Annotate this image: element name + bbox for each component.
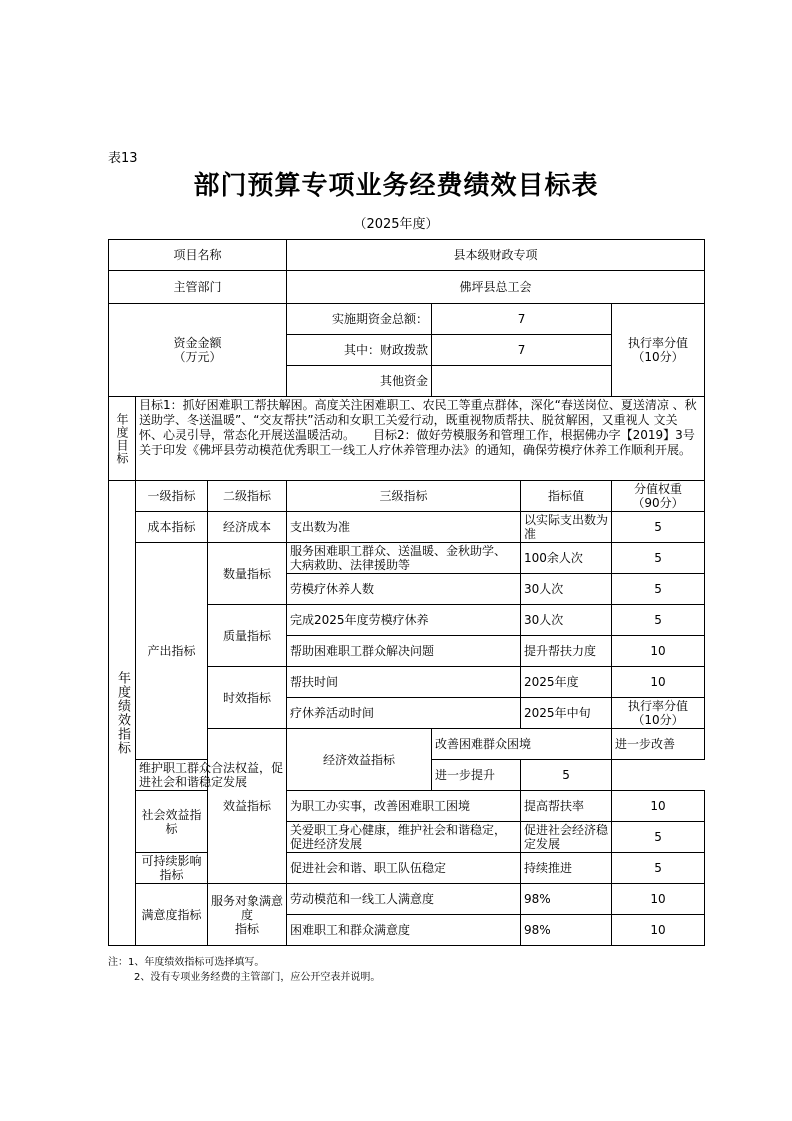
indicator-weight: 执行率分值 （10分） — [612, 698, 705, 729]
group-satisfaction: 满意度指标 — [136, 884, 208, 946]
indicator-weight: 5 — [521, 760, 612, 791]
subgroup-sustainable: 可持续影响指标 — [136, 853, 208, 884]
indicator-weight: 5 — [612, 822, 705, 853]
annual-goal-row — [109, 397, 705, 481]
subgroup-economic-benefit: 经济效益指标 — [287, 729, 432, 791]
indicator-name: 帮助困难职工群众解决问题 — [287, 636, 521, 667]
header-indicator-value: 指标值 — [521, 481, 612, 512]
fiscal-funds-value: 7 — [432, 335, 612, 366]
indicator-row — [109, 884, 705, 915]
total-funds-value: 7 — [432, 304, 612, 335]
project-name-value: 县本级财政专项 — [287, 240, 705, 271]
indicator-weight: 10 — [612, 791, 705, 822]
indicator-value: 促进社会经济稳定发展 — [521, 822, 612, 853]
department-value: 佛坪县总工会 — [287, 271, 705, 304]
annual-goal-label: 年度目标 — [109, 397, 136, 481]
annual-goal-text: 目标1：抓好困难职工帮扶解困。高度关注困难职工、农民工等重点群体，深化“春送岗位、夏送清凉 、秋送助学、冬送温暖”、“交友帮扶”活动和女职工关爱行动，既重视物质帮扶、脱贫解困，又重视人 文关怀、心灵引导，常态化开展送温暖活动。 目标2：做好劳模服务和管理工作，根据佛办字【2019】3号关于印发《佛坪县劳动模范优秀职工一线工人疗休养管理办法》的通知，确保劳模疗休养工作顺利开展。 — [136, 397, 705, 481]
indicator-name: 改善困难群众困境 — [432, 729, 612, 760]
indicator-value: 98% — [521, 915, 612, 946]
group-cost: 成本指标 — [136, 512, 208, 543]
table-number: 表13 — [108, 151, 138, 166]
indicator-name: 促进社会和谐、职工队伍稳定 — [287, 853, 521, 884]
fiscal-year: （2025年度） — [353, 217, 439, 232]
note-2: 2、没有专项业务经费的主管部门，应公开空表并说明。 — [134, 972, 381, 983]
indicator-weight: 5 — [612, 853, 705, 884]
notes — [108, 955, 380, 985]
indicator-weight: 10 — [612, 884, 705, 915]
indicator-value: 100余人次 — [521, 543, 612, 574]
subgroup-social-benefit: 社会效益指标 — [136, 791, 208, 853]
project-name-row — [109, 240, 705, 271]
indicator-name: 为职工办实事，改善困难职工困境 — [287, 791, 521, 822]
group-output: 产出指标 — [136, 543, 208, 760]
subgroup-timeliness: 时效指标 — [208, 667, 287, 729]
indicator-value: 30人次 — [521, 574, 612, 605]
subgroup-quality: 质量指标 — [208, 605, 287, 667]
indicator-row — [109, 791, 705, 822]
indicator-weight: 5 — [612, 574, 705, 605]
indicator-value: 98% — [521, 884, 612, 915]
indicator-value: 2025年度 — [521, 667, 612, 698]
indicator-value: 进一步提升 — [432, 760, 521, 791]
indicator-value: 30人次 — [521, 605, 612, 636]
indicator-weight: 5 — [612, 605, 705, 636]
indicator-value: 2025年中旬 — [521, 698, 612, 729]
other-funds-label: 其他资金 — [287, 366, 432, 397]
indicator-name: 服务困难职工群众、送温暖、金秋助学、大病救助、法律援助等 — [287, 543, 521, 574]
indicator-name: 劳模疗休养人数 — [287, 574, 521, 605]
indicator-row — [109, 543, 705, 574]
project-name-label: 项目名称 — [109, 240, 287, 271]
indicator-name: 完成2025年度劳模疗休养 — [287, 605, 521, 636]
indicator-header-row — [109, 481, 705, 512]
indicator-name: 支出数为准 — [287, 512, 521, 543]
header-weight: 分值权重 （90分） — [612, 481, 705, 512]
header-level3: 三级指标 — [287, 481, 521, 512]
subgroup-quantity: 数量指标 — [208, 543, 287, 605]
subgroup-service-satisfaction: 服务对象满意度 指标 — [208, 884, 287, 946]
indicator-weight: 10 — [612, 636, 705, 667]
indicator-row — [109, 853, 705, 884]
fiscal-funds-label: 其中：财政拨款 — [287, 335, 432, 366]
indicator-value: 持续推进 — [521, 853, 612, 884]
funds-label: 资金金额 （万元） — [109, 304, 287, 397]
performance-table — [108, 239, 705, 946]
indicator-value: 提高帮扶率 — [521, 791, 612, 822]
total-funds-label: 实施期资金总额： — [287, 304, 432, 335]
other-funds-value — [432, 366, 612, 397]
header-level1: 一级指标 — [136, 481, 208, 512]
subgroup-economic-cost: 经济成本 — [208, 512, 287, 543]
indicator-weight: 10 — [612, 915, 705, 946]
indicator-section-label: 年度绩效指标 — [109, 481, 136, 946]
indicator-name: 困难职工和群众满意度 — [287, 915, 521, 946]
header-level2: 二级指标 — [208, 481, 287, 512]
indicator-name: 帮扶时间 — [287, 667, 521, 698]
indicator-name: 劳动模范和一线工人满意度 — [287, 884, 521, 915]
indicator-value: 进一步改善 — [612, 729, 705, 760]
indicator-weight: 10 — [612, 667, 705, 698]
department-row — [109, 271, 705, 304]
funds-total-row — [109, 304, 705, 335]
indicator-name: 疗休养活动时间 — [287, 698, 521, 729]
group-benefit: 效益指标 — [208, 729, 287, 884]
indicator-name: 维护职工群众合法权益，促进社会和谐稳定发展 — [136, 760, 287, 791]
indicator-name: 关爱职工身心健康，维护社会和谐稳定，促进经济发展 — [287, 822, 521, 853]
department-label: 主管部门 — [109, 271, 287, 304]
execution-rate-score: 执行率分值 （10分） — [612, 304, 705, 397]
indicator-value: 提升帮扶力度 — [521, 636, 612, 667]
indicator-weight: 5 — [612, 543, 705, 574]
note-1: 注：1、年度绩效指标可选择填写。 — [108, 957, 265, 968]
page-title: 部门预算专项业务经费绩效目标表 — [193, 171, 599, 201]
indicator-weight: 5 — [612, 512, 705, 543]
indicator-row — [109, 512, 705, 543]
indicator-value: 以实际支出数为准 — [521, 512, 612, 543]
